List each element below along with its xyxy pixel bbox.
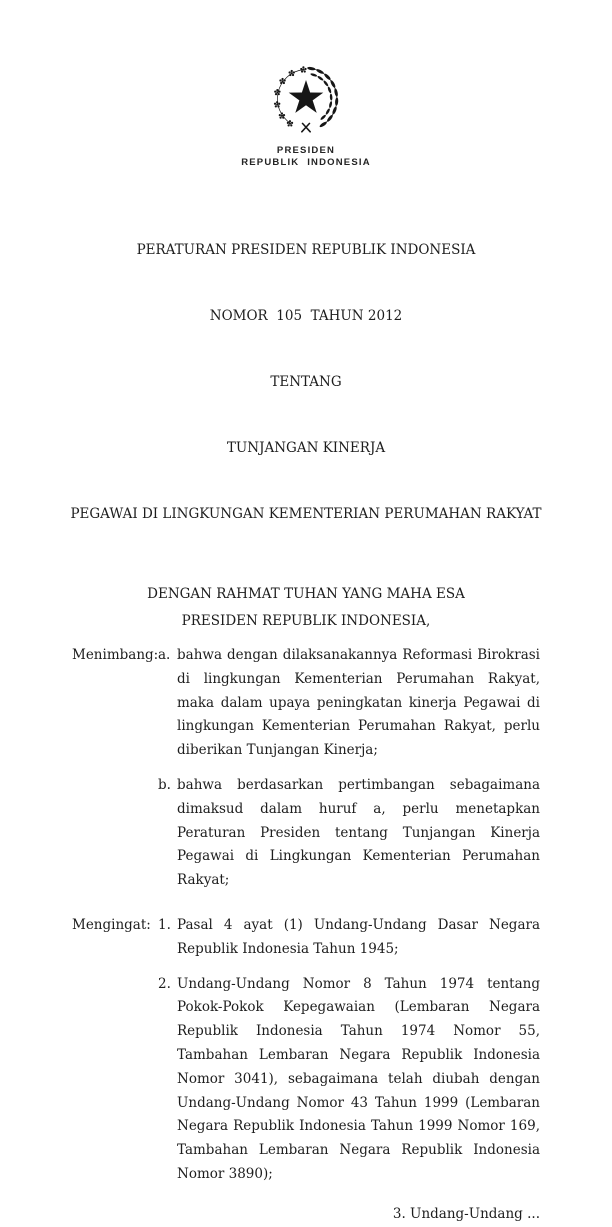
menimbang-items [158, 644, 540, 893]
menimbang-section [72, 644, 540, 893]
item-marker: 2. [158, 975, 171, 992]
emblem-caption-republik-indonesia: REPUBLIK INDONESIA [241, 156, 371, 168]
title-line-peraturan: PERATURAN PRESIDEN REPUBLIK INDONESIA [136, 242, 476, 258]
mengingat-items [158, 914, 540, 1187]
document-letterhead [0, 0, 612, 168]
menimbang-label: Menimbang: [72, 647, 159, 663]
menimbang-item-a [158, 644, 540, 763]
item-text: bahwa dengan dilaksanakannya Reformasi Birokrasi di lingkungan Kementerian Perumahan Rakyat, maka dalam upaya peningkatan kinerja Pegawai di lingkungan Kementerian Perumahan Rakyat, perlu diberikan Tunjangan Kinerja; [177, 647, 540, 759]
title-line-tentang: TENTANG [270, 374, 342, 390]
menimbang-item-b [158, 774, 540, 893]
mengingat-item-1 [158, 914, 540, 962]
invocation-line: DENGAN RAHMAT TUHAN YANG MAHA ESA [147, 586, 465, 602]
item-text: bahwa berdasarkan pertimbangan sebagaimana dimaksud dalam huruf a, perlu menetapkan Peraturan Presiden tentang Tunjangan Kinerja Pegawai di Lingkungan Kementerian Perumahan Rakyat; [177, 776, 540, 889]
mengingat-item-2 [158, 973, 540, 1187]
title-line-subject: TUNJANGAN KINERJA [226, 440, 386, 456]
item-marker: 1. [158, 916, 171, 933]
title-line-subject-scope: PEGAWAI DI LINGKUNGAN KEMENTERIAN PERUMAHAN RAKYAT [70, 506, 542, 522]
presidential-star-wreath-emblem-icon [271, 66, 341, 136]
title-line-nomor: NOMOR 105 TAHUN 2012 [209, 308, 403, 324]
enacting-authority-line: PRESIDEN REPUBLIK INDONESIA, [181, 613, 431, 629]
item-marker: a. [158, 647, 171, 663]
mengingat-section [72, 914, 540, 1187]
mengingat-label: Mengingat: [72, 916, 151, 933]
regulation-title-block [0, 195, 612, 569]
emblem-caption [0, 145, 612, 168]
item-text: Pasal 4 ayat (1) Undang-Undang Dasar Negara Republik Indonesia Tahun 1945; [177, 916, 540, 957]
catchword-next-page-hint: 3. Undang-Undang ... [392, 1205, 540, 1222]
item-marker: b. [158, 776, 171, 793]
item-text: Undang-Undang Nomor 8 Tahun 1974 tentang Pokok-Pokok Kepegawaian (Lembaran Negara Republik Indonesia Tahun 1974 Nomor 55, Tambahan Lembaran Negara Republik Indonesia Nomor 3041), sebagaimana telah diubah dengan Undang-Undang Nomor 43 Tahun 1999 (Lembaran Negara Republik Indonesia Tahun 1999 Nomor 169, Tambahan Lembaran Negara Republik Indonesia Nomor 3890); [177, 975, 540, 1182]
emblem-caption-presiden: PRESIDEN [276, 145, 336, 156]
